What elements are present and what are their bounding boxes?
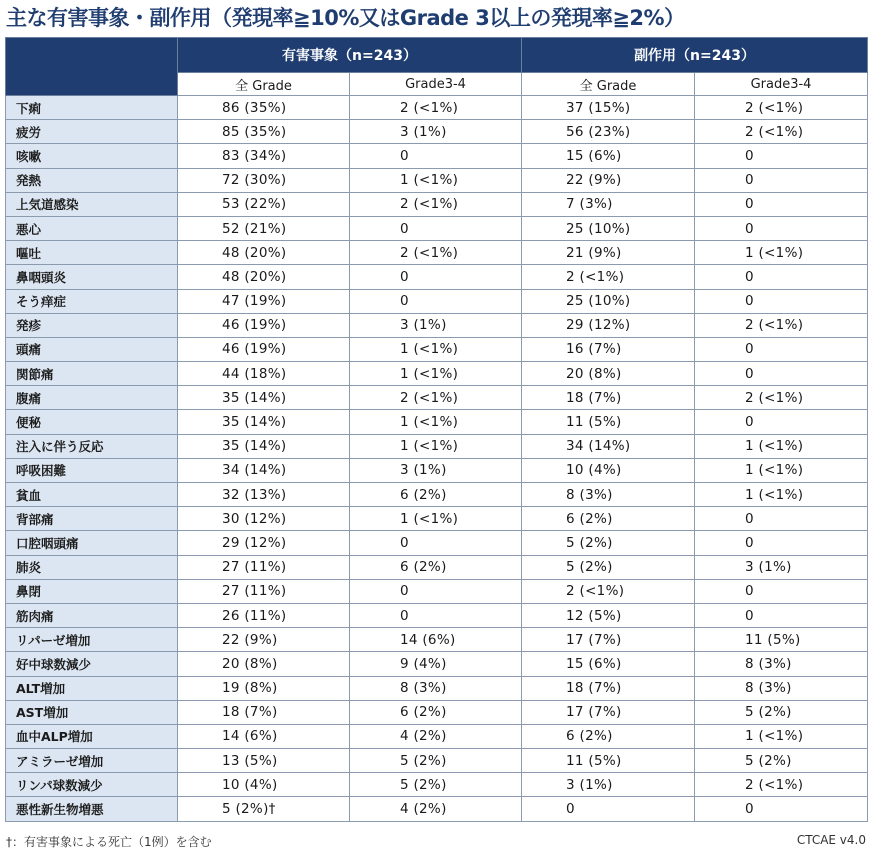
row-label: 貧血 (6, 483, 178, 507)
se-all-grade-cell: 7 (3%) (522, 192, 695, 216)
ae-all-grade-cell: 27 (11%) (178, 555, 350, 579)
table-row (6, 265, 868, 289)
table-row (6, 676, 868, 700)
table-row (6, 628, 868, 652)
ae-all-grade-cell: 29 (12%) (178, 531, 350, 555)
ae-grade34-cell: 8 (3%) (350, 676, 522, 700)
ae-all-grade-cell: 85 (35%) (178, 120, 350, 144)
row-label: 頭痛 (6, 337, 178, 361)
ae-grade34-cell: 5 (2%) (350, 749, 522, 773)
ae-all-grade-cell: 30 (12%) (178, 507, 350, 531)
table-row (6, 289, 868, 313)
table-row (6, 434, 868, 458)
se-grade34-cell: 2 (<1%) (695, 773, 868, 797)
table-row (6, 120, 868, 144)
se-grade34-cell: 0 (695, 216, 868, 240)
se-grade34-cell: 0 (695, 507, 868, 531)
se-grade34-cell: 0 (695, 603, 868, 627)
table-row (6, 192, 868, 216)
ae-grade34-header: Grade3-4 (350, 73, 522, 96)
ae-all-grade-cell: 14 (6%) (178, 724, 350, 748)
ae-all-grade-cell: 86 (35%) (178, 96, 350, 120)
ae-all-grade-cell: 48 (20%) (178, 241, 350, 265)
ae-grade34-cell: 2 (<1%) (350, 96, 522, 120)
se-grade34-cell: 0 (695, 362, 868, 386)
ae-grade34-cell: 6 (2%) (350, 555, 522, 579)
row-label: リパーゼ増加 (6, 628, 178, 652)
ae-all-grade-cell: 10 (4%) (178, 773, 350, 797)
ae-grade34-cell: 6 (2%) (350, 483, 522, 507)
table-row (6, 386, 868, 410)
ae-grade34-cell: 1 (<1%) (350, 168, 522, 192)
se-grade34-cell: 0 (695, 265, 868, 289)
se-all-grade-cell: 17 (7%) (522, 700, 695, 724)
ae-grade34-cell: 2 (<1%) (350, 192, 522, 216)
table-row (6, 652, 868, 676)
row-label: 悪心 (6, 216, 178, 240)
se-grade34-cell: 1 (<1%) (695, 483, 868, 507)
ae-all-grade-cell: 26 (11%) (178, 603, 350, 627)
row-label: 好中球数減少 (6, 652, 178, 676)
ae-grade34-cell: 0 (350, 579, 522, 603)
row-label: 注入に伴う反応 (6, 434, 178, 458)
se-grade34-cell: 2 (<1%) (695, 386, 868, 410)
ae-grade34-cell: 1 (<1%) (350, 362, 522, 386)
row-label: 血中ALP増加 (6, 724, 178, 748)
se-all-grade-cell: 17 (7%) (522, 628, 695, 652)
se-grade34-cell: 5 (2%) (695, 749, 868, 773)
se-grade34-cell: 2 (<1%) (695, 120, 868, 144)
se-grade34-cell: 1 (<1%) (695, 724, 868, 748)
ae-grade34-cell: 1 (<1%) (350, 337, 522, 361)
se-all-grade-cell: 5 (2%) (522, 531, 695, 555)
se-all-grade-cell: 20 (8%) (522, 362, 695, 386)
ae-all-grade-cell: 22 (9%) (178, 628, 350, 652)
row-label: 腹痛 (6, 386, 178, 410)
table-row (6, 773, 868, 797)
ae-all-grade-cell: 5 (2%)† (178, 797, 350, 821)
table-row (6, 555, 868, 579)
se-all-grade-cell: 34 (14%) (522, 434, 695, 458)
row-label: 疲労 (6, 120, 178, 144)
row-label: 鼻閉 (6, 579, 178, 603)
ae-grade34-cell: 0 (350, 144, 522, 168)
se-all-grade-cell: 11 (5%) (522, 410, 695, 434)
table-row (6, 362, 868, 386)
ae-grade34-cell: 14 (6%) (350, 628, 522, 652)
ae-grade34-cell: 2 (<1%) (350, 241, 522, 265)
table-row (6, 749, 868, 773)
table-row (6, 603, 868, 627)
ae-grade34-cell: 9 (4%) (350, 652, 522, 676)
se-all-grade-cell: 56 (23%) (522, 120, 695, 144)
ae-grade34-cell: 1 (<1%) (350, 434, 522, 458)
se-all-grade-cell: 22 (9%) (522, 168, 695, 192)
source-label: CTCAE v4.0 (796, 833, 866, 847)
row-label: 鼻咽頭炎 (6, 265, 178, 289)
ae-all-grade-cell: 27 (11%) (178, 579, 350, 603)
se-all-grade-cell: 10 (4%) (522, 458, 695, 482)
se-all-grade-cell: 25 (10%) (522, 216, 695, 240)
ae-all-grade-cell: 32 (13%) (178, 483, 350, 507)
ae-all-grade-cell: 53 (22%) (178, 192, 350, 216)
table-row (6, 797, 868, 821)
row-label: 口腔咽頭痛 (6, 531, 178, 555)
se-all-grade-cell: 5 (2%) (522, 555, 695, 579)
se-grade34-cell: 0 (695, 337, 868, 361)
ae-all-grade-cell: 44 (18%) (178, 362, 350, 386)
ae-all-grade-cell: 34 (14%) (178, 458, 350, 482)
row-label: 関節痛 (6, 362, 178, 386)
se-grade34-cell: 0 (695, 531, 868, 555)
table-row (6, 216, 868, 240)
ae-all-grade-cell: 20 (8%) (178, 652, 350, 676)
ae-all-grade-cell: 18 (7%) (178, 700, 350, 724)
row-label: 発疹 (6, 313, 178, 337)
ae-all-grade-cell: 35 (14%) (178, 410, 350, 434)
ae-all-grade-cell: 48 (20%) (178, 265, 350, 289)
row-label: 悪性新生物増悪 (6, 797, 178, 821)
table-row (6, 700, 868, 724)
se-all-grade-cell: 29 (12%) (522, 313, 695, 337)
table-row (6, 724, 868, 748)
se-grade34-cell: 2 (<1%) (695, 96, 868, 120)
se-all-grade-cell: 2 (<1%) (522, 265, 695, 289)
ae-grade34-cell: 1 (<1%) (350, 410, 522, 434)
ae-grade34-cell: 3 (1%) (350, 313, 522, 337)
se-all-grade-cell: 11 (5%) (522, 749, 695, 773)
se-all-grade-cell: 12 (5%) (522, 603, 695, 627)
se-grade34-cell: 0 (695, 144, 868, 168)
table-row (6, 483, 868, 507)
table-row (6, 410, 868, 434)
ae-grade34-cell: 4 (2%) (350, 724, 522, 748)
side-effects-header: 副作用（n=243） (522, 38, 868, 73)
se-all-grade-cell: 0 (522, 797, 695, 821)
se-all-grade-cell: 18 (7%) (522, 386, 695, 410)
table-row (6, 507, 868, 531)
table-body (6, 96, 868, 822)
se-all-grade-cell: 6 (2%) (522, 724, 695, 748)
se-grade34-cell: 0 (695, 168, 868, 192)
ae-grade34-cell: 1 (<1%) (350, 507, 522, 531)
ae-all-grade-cell: 35 (14%) (178, 434, 350, 458)
table-row (6, 313, 868, 337)
row-label: 便秘 (6, 410, 178, 434)
se-all-grade-cell: 37 (15%) (522, 96, 695, 120)
se-grade34-cell: 3 (1%) (695, 555, 868, 579)
ae-all-grade-cell: 13 (5%) (178, 749, 350, 773)
ae-all-grade-header: 全 Grade (178, 73, 350, 96)
table-row (6, 579, 868, 603)
se-grade34-cell: 1 (<1%) (695, 434, 868, 458)
ae-grade34-cell: 0 (350, 289, 522, 313)
ae-grade34-cell: 4 (2%) (350, 797, 522, 821)
row-label: 肺炎 (6, 555, 178, 579)
se-grade34-cell: 1 (<1%) (695, 458, 868, 482)
ae-grade34-cell: 0 (350, 265, 522, 289)
se-all-grade-header: 全 Grade (522, 73, 695, 96)
ae-grade34-cell: 3 (1%) (350, 120, 522, 144)
ae-grade34-cell: 5 (2%) (350, 773, 522, 797)
table-row (6, 458, 868, 482)
se-all-grade-cell: 2 (<1%) (522, 579, 695, 603)
se-all-grade-cell: 18 (7%) (522, 676, 695, 700)
table-row (6, 168, 868, 192)
se-grade34-cell: 0 (695, 289, 868, 313)
table-row (6, 531, 868, 555)
ae-grade34-cell: 0 (350, 216, 522, 240)
ae-all-grade-cell: 46 (19%) (178, 337, 350, 361)
table-row (6, 337, 868, 361)
row-label: 呼吸困難 (6, 458, 178, 482)
se-all-grade-cell: 3 (1%) (522, 773, 695, 797)
se-grade34-cell: 0 (695, 410, 868, 434)
ae-grade34-cell: 6 (2%) (350, 700, 522, 724)
row-label: 嘔吐 (6, 241, 178, 265)
se-grade34-header: Grade3-4 (695, 73, 868, 96)
se-all-grade-cell: 25 (10%) (522, 289, 695, 313)
ae-all-grade-cell: 47 (19%) (178, 289, 350, 313)
ae-grade34-cell: 0 (350, 531, 522, 555)
se-all-grade-cell: 8 (3%) (522, 483, 695, 507)
row-label: ALT増加 (6, 676, 178, 700)
table-row (6, 144, 868, 168)
ae-grade34-cell: 3 (1%) (350, 458, 522, 482)
ae-all-grade-cell: 83 (34%) (178, 144, 350, 168)
table-row (6, 241, 868, 265)
row-label: AST増加 (6, 700, 178, 724)
ae-grade34-cell: 2 (<1%) (350, 386, 522, 410)
ae-all-grade-cell: 52 (21%) (178, 216, 350, 240)
row-label: 背部痛 (6, 507, 178, 531)
row-label: アミラーゼ増加 (6, 749, 178, 773)
row-label: 筋肉痛 (6, 603, 178, 627)
row-label: リンパ球数減少 (6, 773, 178, 797)
footnote: †：有害事象による死亡（1例）を含む (6, 835, 212, 849)
se-grade34-cell: 8 (3%) (695, 652, 868, 676)
corner-header-cell (6, 38, 178, 96)
se-all-grade-cell: 16 (7%) (522, 337, 695, 361)
row-label: 下痢 (6, 96, 178, 120)
ae-all-grade-cell: 72 (30%) (178, 168, 350, 192)
row-label: 咳嗽 (6, 144, 178, 168)
se-all-grade-cell: 15 (6%) (522, 144, 695, 168)
se-grade34-cell: 5 (2%) (695, 700, 868, 724)
se-all-grade-cell: 21 (9%) (522, 241, 695, 265)
se-grade34-cell: 2 (<1%) (695, 313, 868, 337)
ae-all-grade-cell: 46 (19%) (178, 313, 350, 337)
se-all-grade-cell: 15 (6%) (522, 652, 695, 676)
table-row (6, 96, 868, 120)
row-label: 上気道感染 (6, 192, 178, 216)
se-grade34-cell: 0 (695, 579, 868, 603)
ae-all-grade-cell: 35 (14%) (178, 386, 350, 410)
page-title: 主な有害事象・副作用（発現率≧10%又はGrade 3以上の発現率≧2%） (6, 6, 685, 30)
adverse-events-table (5, 37, 868, 822)
adverse-events-header: 有害事象（n=243） (178, 38, 522, 73)
row-label: 発熱 (6, 168, 178, 192)
ae-all-grade-cell: 19 (8%) (178, 676, 350, 700)
se-grade34-cell: 8 (3%) (695, 676, 868, 700)
se-grade34-cell: 11 (5%) (695, 628, 868, 652)
se-all-grade-cell: 6 (2%) (522, 507, 695, 531)
se-grade34-cell: 0 (695, 192, 868, 216)
row-label: そう痒症 (6, 289, 178, 313)
se-grade34-cell: 0 (695, 797, 868, 821)
se-grade34-cell: 1 (<1%) (695, 241, 868, 265)
ae-grade34-cell: 0 (350, 603, 522, 627)
